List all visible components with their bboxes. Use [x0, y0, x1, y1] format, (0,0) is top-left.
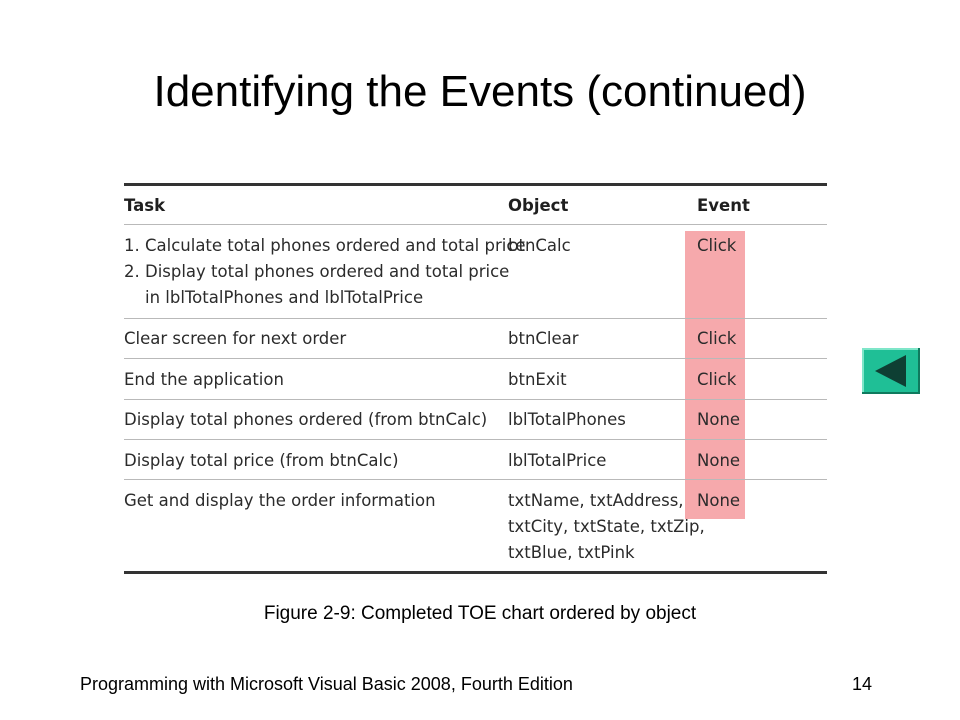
row-1-object: btnCalc [508, 236, 571, 255]
row-4-event: None [697, 410, 741, 429]
row-2-task: Clear screen for next order [124, 329, 347, 348]
row-3-object: btnExit [508, 370, 567, 389]
row-6-object-line-2: txtCity, txtState, txtZip, [508, 517, 705, 536]
row-6-task: Get and display the order information [124, 491, 436, 510]
row-1-task-line-1: 1. Calculate total phones ordered and total price [124, 236, 526, 255]
back-triangle-icon [862, 348, 920, 394]
row-2-event: Click [697, 329, 737, 348]
row-1-event: Click [697, 236, 737, 255]
row-1-task-line-2: 2. Display total phones ordered and total price [124, 262, 510, 281]
header-task: Task [124, 196, 166, 215]
back-button[interactable] [862, 348, 920, 394]
table-bottom-rule [124, 571, 827, 574]
footer-book-title: Programming with Microsoft Visual Basic 2008, Fourth Edition [80, 674, 573, 694]
row-2-object: btnClear [508, 329, 579, 348]
header-rule [124, 224, 827, 225]
row-4-rule [124, 439, 827, 440]
table-top-rule [124, 183, 827, 186]
row-2-rule [124, 358, 827, 359]
figure-caption: Figure 2-9: Completed TOE chart ordered by object [263, 603, 697, 624]
row-6-event: None [697, 491, 741, 510]
row-5-object: lblTotalPrice [508, 451, 607, 470]
row-3-event: Click [697, 370, 737, 389]
row-4-task: Display total phones ordered (from btnCalc) [124, 410, 488, 429]
page-number: 14 [852, 674, 873, 694]
header-event: Event [697, 196, 750, 215]
row-5-event: None [697, 451, 741, 470]
row-5-rule [124, 479, 827, 480]
row-4-object: lblTotalPhones [508, 410, 626, 429]
row-5-task: Display total price (from btnCalc) [124, 451, 399, 470]
row-6-object-line-1: txtName, txtAddress, [508, 491, 684, 510]
slide-title: Identifying the Events (continued) [153, 67, 807, 116]
row-1-rule [124, 318, 827, 319]
toe-chart-table [124, 183, 827, 575]
header-object: Object [508, 196, 569, 215]
row-1-task-line-3: in lblTotalPhones and lblTotalPrice [124, 288, 424, 307]
row-3-rule [124, 399, 827, 400]
row-6-object-line-3: txtBlue, txtPink [508, 543, 635, 562]
row-3-task: End the application [124, 370, 284, 389]
